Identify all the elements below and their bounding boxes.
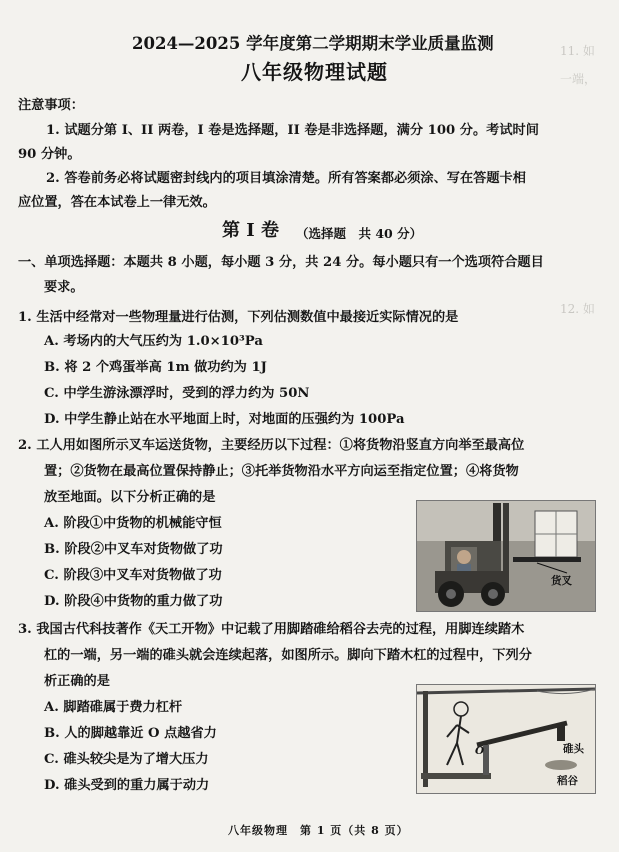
question-2-stem-cont: 放至地面。以下分析正确的是	[44, 490, 216, 505]
section-title: 第 I 卷	[222, 220, 279, 241]
section-instruction: 一、单项选择题：本题共 8 小题，每小题 3 分，共 24 分。每小题只有一个选项符合题目	[18, 255, 544, 270]
question-2-option-d: D. 阶段④中货物的重力做了功	[44, 594, 223, 609]
fulcrum-label: O	[475, 745, 485, 757]
question-1-stem: 1. 生活中经常对一些物理量进行估测，下列估测数值中最接近实际情况的是	[18, 310, 459, 325]
note-item-1-cont: 90 分钟。	[18, 147, 81, 162]
question-1-option-b: B. 将 2 个鸡蛋举高 1m 做功约为 1J	[44, 360, 267, 375]
rice-label: 稻谷	[557, 775, 578, 787]
question-3-stem-cont: 杠的一端，另一端的碓头就会连续起落，如图所示。脚向下踏木杠的过程中，下列分	[44, 648, 532, 663]
question-2-stem-cont: 置；②货物在最高位置保持静止；③托举货物沿水平方向运至指定位置；④将货物	[44, 464, 519, 479]
question-3-option-d: D. 碓头受到的重力属于动力	[44, 778, 210, 793]
page-footer: 八年级物理 第 1 页（共 8 页）	[228, 824, 409, 837]
bleed-through-text: 12. 如	[560, 302, 595, 316]
forklift-illustration	[417, 501, 595, 611]
notes-heading: 注意事项：	[18, 98, 84, 113]
pestle-head-label: 碓头	[563, 743, 584, 755]
note-item-2: 2. 答卷前务必将试题密封线内的项目填涂清楚。所有答案都必须涂、写在答题卡相	[46, 171, 526, 186]
section-instruction-cont: 要求。	[44, 280, 84, 295]
question-3-option-b: B. 人的脚越靠近 O 点越省力	[44, 726, 217, 741]
foot-mortar-illustration	[416, 684, 596, 794]
question-3-option-a: A. 脚踏碓属于费力杠杆	[44, 700, 183, 715]
bleed-through-text: 一端，	[560, 72, 597, 86]
question-3-option-c: C. 碓头较尖是为了增大压力	[44, 752, 209, 767]
question-2-stem: 2. 工人用如图所示叉车运送货物，主要经历以下过程：①将货物沿竖直方向举至最高位	[18, 438, 525, 453]
question-1-option-c: C. 中学生游泳漂浮时，受到的浮力约为 50N	[44, 386, 310, 401]
question-3-stem: 3. 我国古代科技著作《天工开物》中记载了用脚踏碓给稻谷去壳的过程，用脚连续踏木	[18, 622, 525, 637]
question-1-option-d: D. 中学生静止站在水平地面上时，对地面的压强约为 100Pa	[44, 412, 405, 427]
fork-label: 货叉	[551, 575, 572, 587]
forklift-photo	[416, 500, 596, 612]
exam-title: 2024—2025 学年度第二学期期末学业质量监测	[132, 34, 494, 53]
bleed-through-text: 11. 如	[560, 44, 595, 58]
question-1-option-a: A. 考场内的大气压约为 1.0×10³Pa	[44, 334, 263, 349]
subject-title: 八年级物理试题	[241, 60, 388, 84]
question-3-stem-cont: 析正确的是	[44, 674, 110, 689]
section-subtitle: （选择题 共 40 分）	[296, 226, 423, 241]
note-item-1: 1. 试题分第 I、II 两卷，I 卷是选择题，II 卷是非选择题，满分 100 分。考试时间	[46, 123, 539, 138]
question-2-option-b: B. 阶段②中叉车对货物做了功	[44, 542, 223, 557]
question-2-option-c: C. 阶段③中叉车对货物做了功	[44, 568, 222, 583]
question-2-option-a: A. 阶段①中货物的机械能守恒	[44, 516, 222, 531]
note-item-2-cont: 应位置，答在本试卷上一律无效。	[18, 195, 216, 210]
